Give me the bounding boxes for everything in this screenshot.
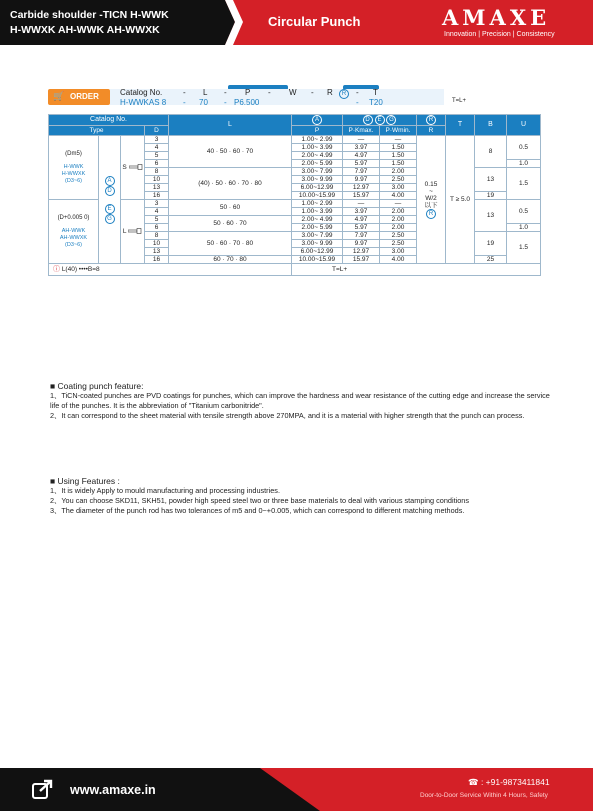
- header-t: T: [446, 115, 475, 136]
- order-seq-value: -: [356, 98, 359, 107]
- order-catalog-value: H-WWKAS 8: [120, 98, 167, 107]
- using-section: [50, 476, 550, 516]
- cell-p: 2.00~ 5.99: [292, 224, 343, 232]
- order-seq-value: -: [224, 98, 227, 107]
- circle-d-icon: D: [105, 186, 115, 196]
- order-seq-header: -: [311, 88, 314, 97]
- note-left-cell: [49, 264, 292, 276]
- note-left: L(40) ••••B=8: [61, 266, 100, 273]
- cell-kmax: 12.97: [343, 248, 380, 256]
- order-seq-value: 70: [199, 98, 208, 107]
- cell-l: (40) · 50 · 60 · 70 · 80: [169, 168, 292, 200]
- order-catalog-label: Catalog No.: [120, 88, 163, 97]
- using-paragraph: 2、You can choose SKD11, SKH51, powder high speed steel two or three base materials to deal with various stamping conditions: [50, 496, 470, 505]
- header-center-title: Circular Punch: [268, 14, 361, 29]
- cell-kmax: 3.97: [343, 208, 380, 216]
- cell-kmax: 15.97: [343, 192, 380, 200]
- cell-p: 3.00~ 7.99: [292, 232, 343, 240]
- cell-p: 6.00~12.99: [292, 248, 343, 256]
- shape-s-cell: [121, 136, 145, 200]
- header-title-line2: H-WWXK AH-WWK AH-WWXK: [10, 24, 160, 36]
- r-value-row: [417, 202, 445, 209]
- cell-p: 1.00~ 3.99: [292, 144, 343, 152]
- cell-wmin: 2.00: [380, 168, 417, 176]
- header-d: D: [145, 126, 169, 136]
- delivery-note: Door-to-Door Service Within 4 Hours, Safety: [420, 792, 548, 799]
- cell-p: 2.00~ 4.99: [292, 216, 343, 224]
- cell-kmax: 9.97: [343, 240, 380, 248]
- cell-kmax: 7.97: [343, 168, 380, 176]
- cell-p: 2.00~ 4.99: [292, 152, 343, 160]
- cell-kmax: 5.97: [343, 160, 380, 168]
- header-l: L: [169, 115, 292, 136]
- r-value: W/2: [425, 194, 437, 202]
- cell-u: 0.5: [507, 200, 541, 224]
- coating-paragraph: 1、TiCN-coated punches are PVD coatings for punches, which can improve the hardness and wear resistance of the cutting edge and increase the service life of the punches. It is the abbreviation of "Titanium carbonitride".: [50, 391, 550, 410]
- type-series: AH-WWXK: [59, 234, 88, 241]
- cell-l: 60 · 70 · 80: [169, 256, 292, 264]
- cell-l: 50 · 60 · 70: [169, 216, 292, 232]
- cell-p: 1.00~ 3.99: [292, 208, 343, 216]
- header-r: R: [417, 126, 446, 136]
- material-circles: [99, 136, 121, 264]
- cell-kmax: 7.97: [343, 232, 380, 240]
- type-dim: (Dm5): [65, 150, 82, 157]
- cell-d: 13: [145, 248, 169, 256]
- type-dim: (D+0.005 0): [57, 214, 90, 221]
- cell-r: [417, 136, 446, 264]
- cell-wmin: 3.00: [380, 184, 417, 192]
- cell-kmax: 9.97: [343, 176, 380, 184]
- using-title: ■ Using Features :: [50, 476, 120, 486]
- cell-d: 8: [145, 168, 169, 176]
- cell-d: 16: [145, 256, 169, 264]
- cell-d: 16: [145, 192, 169, 200]
- header-p-wmin: P·Wmin.: [380, 126, 417, 136]
- type-cell-bottom: [49, 200, 99, 264]
- punch-stem-icon: [129, 164, 143, 170]
- header-title-line1: Carbide shoulder -TICN H-WWK: [10, 9, 169, 21]
- header-p-kmax: P·Kmax.: [343, 126, 380, 136]
- order-seq-value: P6.500: [234, 98, 260, 107]
- cell-kmax: 3.97: [343, 144, 380, 152]
- cell-t: T ≥ 5.0: [446, 136, 475, 264]
- coating-section: [50, 381, 550, 421]
- circle-r-badge: R: [426, 115, 436, 125]
- cell-u: 1.0: [507, 160, 541, 168]
- cell-wmin: 4.00: [380, 256, 417, 264]
- cell-p: 2.00~ 5.99: [292, 160, 343, 168]
- circle-e-badge: E: [375, 115, 385, 125]
- order-seq-header: T: [373, 88, 378, 97]
- cell-p: 3.00~ 9.99: [292, 240, 343, 248]
- cell-wmin: 4.00: [380, 192, 417, 200]
- shape-s-label: S: [122, 164, 127, 171]
- website-link[interactable]: www.amaxe.in: [70, 783, 156, 797]
- header-u: U: [507, 115, 541, 136]
- shape-l-cell: [121, 200, 145, 264]
- cell-kmax: —: [343, 136, 380, 144]
- cell-b: 8: [475, 136, 507, 168]
- shape-l-label: L: [122, 228, 127, 235]
- cell-p: 10.00~15.99: [292, 192, 343, 200]
- circle-r-icon: R: [426, 209, 436, 219]
- using-paragraph: 1、It is widely Apply to mould manufacturing and processing industries.: [50, 486, 280, 495]
- cell-p: 10.00~15.99: [292, 256, 343, 264]
- cell-wmin: 3.00: [380, 248, 417, 256]
- cell-d: 10: [145, 176, 169, 184]
- brand-logo[interactable]: AMAXE: [442, 5, 551, 30]
- cell-d: 4: [145, 208, 169, 216]
- cell-u: 0.5: [507, 136, 541, 160]
- cell-d: 5: [145, 216, 169, 224]
- brand-tagline: Innovation | Precision | Consistency: [444, 31, 555, 38]
- cell-b: 25: [475, 256, 507, 264]
- table-note-row: [49, 264, 541, 276]
- cell-kmax: 4.97: [343, 152, 380, 160]
- coating-paragraph: 2、It can correspond to the sheet material with tensile strength above 270MPA, and it is a material with higher strength that the punch can process.: [50, 411, 525, 420]
- using-paragraph: 3、The diameter of the punch rod has two tolerances of m5 and 0~+0.005, which can correspond to different matching methods.: [50, 506, 465, 515]
- order-code-strip: [48, 85, 544, 110]
- type-range: (D3~6): [65, 241, 82, 248]
- cell-kmax: 5.97: [343, 224, 380, 232]
- cell-b: 13: [475, 168, 507, 192]
- order-seq-value: -: [183, 98, 186, 107]
- cell-wmin: 2.00: [380, 208, 417, 216]
- circle-d-badge: D: [363, 115, 373, 125]
- cell-wmin: 1.50: [380, 160, 417, 168]
- cell-p: 6.00~12.99: [292, 184, 343, 192]
- cell-kmax: —: [343, 200, 380, 208]
- order-seq-header: W: [289, 88, 297, 97]
- type-series: H-WWK: [63, 163, 84, 170]
- cell-kmax: 15.97: [343, 256, 380, 264]
- cell-d: 3: [145, 200, 169, 208]
- cell-d: 5: [145, 152, 169, 160]
- punch-stem-icon: [128, 228, 142, 234]
- order-seq-header: -: [356, 88, 359, 97]
- circle-g-badge: G: [386, 115, 396, 125]
- order-seq-value: T20: [369, 98, 383, 107]
- cell-l: 50 · 60 · 70 · 80: [169, 232, 292, 256]
- cell-wmin: 2.50: [380, 176, 417, 184]
- circle-e-icon: E: [105, 204, 115, 214]
- cell-d: 13: [145, 184, 169, 192]
- cell-kmax: 4.97: [343, 216, 380, 224]
- r-value: 0.15: [424, 180, 438, 188]
- order-button-label: ORDER: [70, 92, 99, 101]
- cell-wmin: 2.50: [380, 232, 417, 240]
- cart-icon: 🛒: [53, 91, 65, 101]
- cell-wmin: —: [380, 136, 417, 144]
- type-series: AH-WWK: [61, 227, 86, 234]
- circle-a-icon: A: [105, 176, 115, 186]
- header-circle-a: [292, 115, 343, 126]
- coating-title: ■ Coating punch feature:: [50, 381, 144, 391]
- cell-p: 3.00~ 7.99: [292, 168, 343, 176]
- order-seq-header: P: [245, 88, 251, 97]
- order-seq-header: L: [203, 88, 208, 97]
- order-seq-header: -: [183, 88, 186, 97]
- order-seq-circle: R: [339, 89, 349, 99]
- circle-g-icon: G: [105, 214, 115, 224]
- cell-p: 3.00~ 9.99: [292, 176, 343, 184]
- cell-d: 6: [145, 224, 169, 232]
- note-right: T=L+: [292, 264, 541, 276]
- cell-kmax: 12.97: [343, 184, 380, 192]
- cell-p: 1.00~ 2.99: [292, 200, 343, 208]
- header-b: B: [475, 115, 507, 136]
- header-p: P: [292, 126, 343, 136]
- header-circles-def: [343, 115, 417, 126]
- table-row: [49, 136, 541, 144]
- cell-wmin: —: [380, 200, 417, 208]
- type-range: (D3~6): [65, 177, 82, 184]
- cell-d: 8: [145, 232, 169, 240]
- cell-b: 19: [475, 232, 507, 256]
- cell-wmin: 1.50: [380, 144, 417, 152]
- cell-l: 40 · 50 · 60 · 70: [169, 136, 292, 168]
- cell-u: 1.5: [507, 232, 541, 264]
- cell-l: 50 · 60: [169, 200, 292, 216]
- header-catalog-no: Catalog No.: [49, 115, 169, 126]
- cell-u: 1.5: [507, 168, 541, 200]
- circle-a-badge: A: [312, 115, 322, 125]
- order-seq-header: R: [327, 88, 333, 97]
- cell-b: 13: [475, 200, 507, 232]
- cell-wmin: 2.00: [380, 216, 417, 224]
- type-cell-top: [49, 136, 99, 200]
- spec-table: [48, 114, 541, 276]
- order-seq-header: -: [224, 88, 227, 97]
- order-button[interactable]: [48, 89, 110, 105]
- cell-b: 19: [475, 192, 507, 200]
- phone-number[interactable]: ☎ : +91-9873411841: [468, 777, 550, 787]
- share-arrow-icon: [32, 778, 54, 800]
- r-value: 以下: [424, 201, 438, 209]
- type-series: H-WWXK: [61, 170, 86, 177]
- cell-wmin: 2.50: [380, 240, 417, 248]
- order-t-note: T=L+: [452, 98, 467, 104]
- warning-icon: ⓘ: [53, 266, 60, 273]
- header-circle-r: [417, 115, 446, 126]
- cell-p: 1.00~ 2.99: [292, 136, 343, 144]
- r-value: ~: [429, 187, 433, 195]
- header-title-panel: [0, 0, 235, 45]
- cell-d: 10: [145, 240, 169, 248]
- header-type: Type: [49, 126, 145, 136]
- cell-d: 6: [145, 160, 169, 168]
- cell-u: 1.0: [507, 224, 541, 232]
- cell-d: 4: [145, 144, 169, 152]
- order-seq-header: -: [268, 88, 271, 97]
- order-seq-header: [339, 88, 349, 99]
- cell-wmin: 1.50: [380, 152, 417, 160]
- cell-d: 3: [145, 136, 169, 144]
- cell-wmin: 2.00: [380, 224, 417, 232]
